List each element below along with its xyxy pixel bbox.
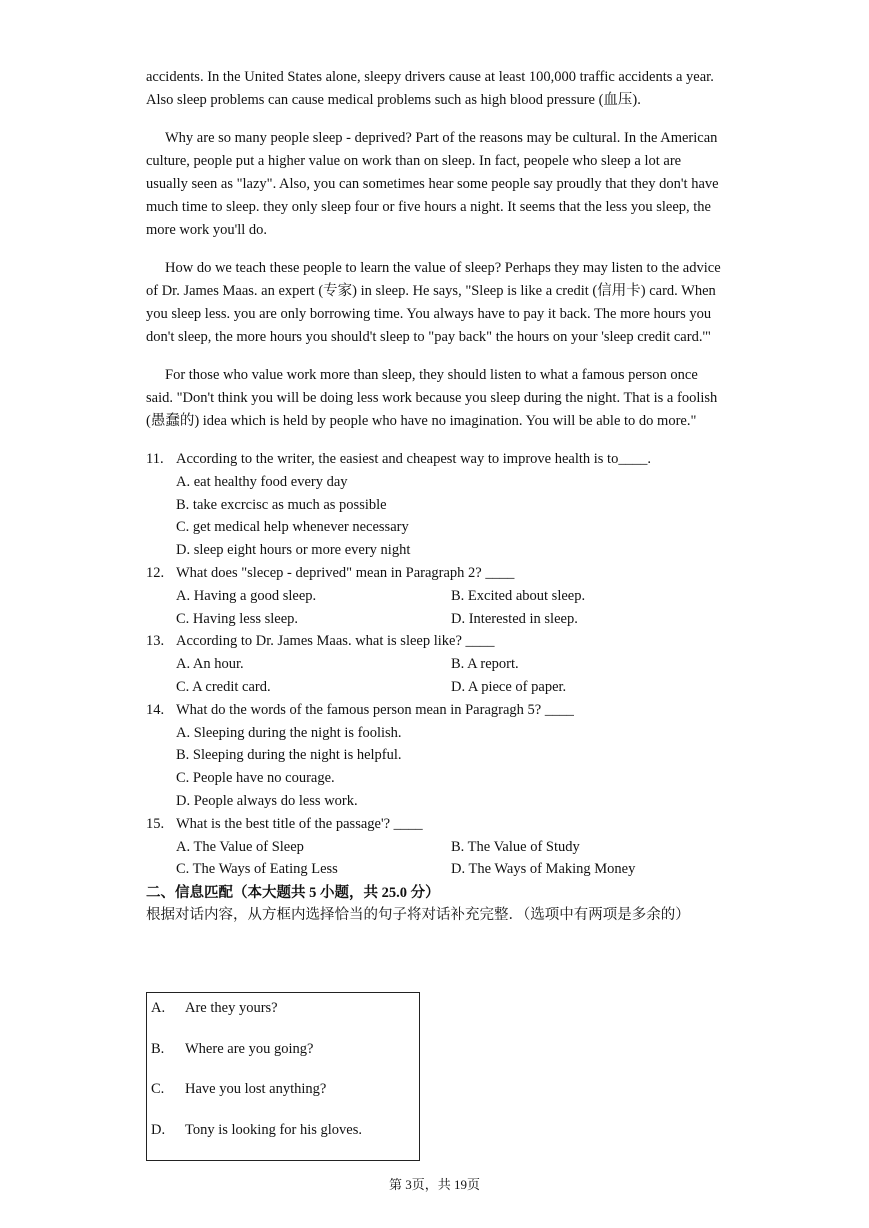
answer-option: C. People have no courage. (176, 770, 335, 787)
question-text: According to the writer, the easiest and cheapest way to improve health is to____. (176, 451, 651, 467)
question-item (146, 448, 724, 562)
answer-option: D. People always do less work. (176, 792, 358, 809)
answer-option: C. Having less sleep. (176, 610, 299, 627)
page-footer: 第 3页，共 19页 (388, 1177, 480, 1192)
question-text: According to Dr. James Maas. what is sleep like? ____ (176, 633, 495, 650)
answer-option: B. The Value of Study (451, 838, 580, 855)
answer-option: A. An hour. (176, 656, 244, 673)
answer-option: C. The Ways of Eating Less (176, 861, 338, 878)
question-item (146, 630, 724, 698)
answer-option: B. take excrcisc as much as possible (176, 496, 387, 513)
options-box (146, 992, 420, 1161)
question-item (146, 562, 724, 630)
passage-paragraph-4: For those who value work more than sleep, they should listen to what a famous person once said. "Don't think you will be doing less work because you sleep during the night. That is a foolish (愚蠢的) idea which is held by people who have no imagination. You will be able to do more." (146, 367, 718, 429)
section-title: 二、信息匹配（本大题共 5 小题，共 25.0 分） (146, 885, 440, 902)
answer-option: D. A piece of paper. (451, 678, 567, 695)
passage-paragraph-1: accidents. In the United States alone, sleepy drivers cause at least 100,000 traffic accidents a year. Also sleep problems can cause medical problems such as high blood pressure (血压). (146, 69, 714, 108)
question-item (146, 699, 724, 813)
box-option: D. Tony is looking for his gloves. (151, 1121, 363, 1138)
section-instruction: 根据对话内容，从方框内选择恰当的句子将对话补充完整．（选项中有两项是多余的） (146, 907, 690, 924)
answer-option: C. get medical help whenever necessary (176, 519, 409, 536)
answer-option: B. Excited about sleep. (451, 587, 586, 604)
question-number: 13. (146, 633, 165, 650)
answer-option: D. The Ways of Making Money (451, 861, 636, 878)
answer-option: A. eat healthy food every day (176, 473, 348, 490)
question-text: What is the best title of the passage'? ____ (176, 815, 423, 832)
question-item (146, 813, 724, 881)
answer-option: A. The Value of Sleep (176, 838, 304, 855)
answer-option: B. A report. (451, 656, 519, 673)
document-body (146, 66, 724, 926)
question-number: 15. (146, 815, 165, 832)
answer-option: C. A credit card. (176, 678, 271, 695)
question-text: What do the words of the famous person mean in Paragragh 5? ____ (176, 701, 574, 718)
question-text: What does "slecep - deprived" mean in Paragraph 2? ____ (176, 564, 515, 581)
box-option: A. Are they yours? (151, 1000, 278, 1016)
box-option: B. Where are you going? (151, 1040, 314, 1057)
answer-option: D. Interested in sleep. (451, 610, 578, 627)
passage-paragraph-2: Why are so many people sleep - deprived? Part of the reasons may be cultural. In the American culture, people put a higher value on work than on sleep. In fact, peopele who sleep a lot are usually seen as "lazy". Also, you can sometimes hear some people say proudly that they don't have much time to sleep. they only sleep four or five hours a night. It seems that the less you sleep, the more work you'll do. (146, 130, 719, 238)
answer-option: B. Sleeping during the night is helpful. (176, 747, 402, 764)
answer-option: A. Having a good sleep. (176, 587, 317, 604)
answer-option: A. Sleeping during the night is foolish. (176, 724, 402, 741)
passage-paragraph-3: How do we teach these people to learn the value of sleep? Perhaps they may listen to the advice of Dr. James Maas. an expert (专家) in sleep. He says, "Sleep is like a credit (信用卡) card. When you sleep less. you are only borrowing time. You always have to pay it back. The more hours you don't sleep, the more hours you should't sleep to "pay back" the hours on your 'sleep credit card.'" (146, 260, 721, 345)
question-number: 11. (146, 451, 164, 467)
question-list (146, 448, 724, 881)
answer-option: D. sleep eight hours or more every night (176, 542, 411, 559)
box-option: C. Have you lost anything? (151, 1081, 327, 1097)
question-number: 12. (146, 564, 165, 581)
question-number: 14. (146, 701, 165, 718)
